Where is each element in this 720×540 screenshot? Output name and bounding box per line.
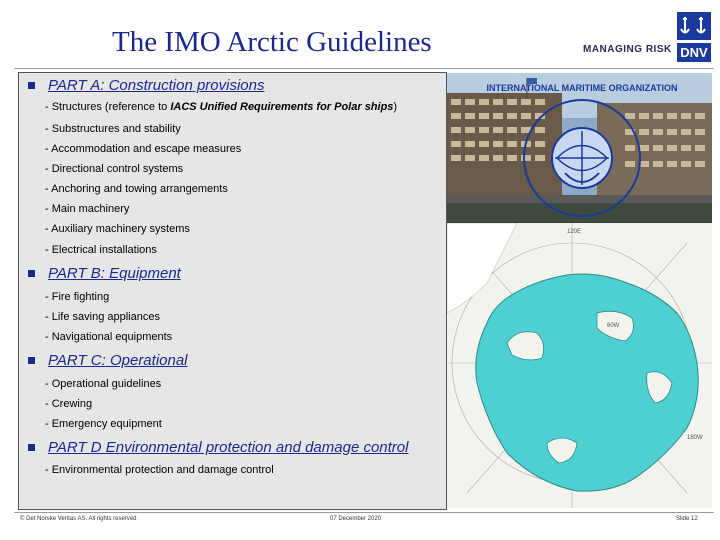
heading-part-d: PART D Environmental protection and damage control (48, 439, 409, 456)
imo-emblem-text: INTERNATIONAL MARITIME ORGANIZATION (486, 83, 678, 93)
list-item: - Environmental protection and damage control (45, 464, 274, 476)
list-item: - Emergency equipment (45, 418, 162, 430)
bullet-icon (28, 270, 35, 277)
footer-divider (14, 512, 714, 513)
list-item: - Anchoring and towing arrangements (45, 183, 228, 195)
list-item: - Fire fighting (45, 291, 110, 303)
arctic-map (447, 223, 712, 508)
list-item: - Crewing (45, 398, 93, 410)
header-divider (14, 68, 714, 69)
list-item: - Structures (reference to IACS Unified Requirements for Polar ships) (45, 101, 398, 113)
map-label: 120E (567, 229, 582, 235)
heading-part-b: PART B: Equipment (48, 265, 181, 282)
imo-building-photo (447, 73, 712, 223)
footer-copyright: © Det Norske Veritas AS. All rights reserved (20, 516, 137, 522)
list-item: - Operational guidelines (45, 378, 162, 390)
bullet-icon (28, 82, 35, 89)
page-title: The IMO Arctic Guidelines (112, 26, 432, 58)
footer-date: 07 December 2020 (330, 516, 382, 522)
list-item: - Main machinery (45, 203, 130, 215)
dnv-logo-text: DNV (680, 45, 708, 60)
list-item: - Auxiliary machinery systems (45, 223, 190, 235)
map-label: 60W (607, 323, 620, 329)
list-item: - Electrical installations (45, 244, 157, 256)
list-item: - Directional control systems (45, 163, 184, 175)
bullet-icon (28, 357, 35, 364)
heading-part-a: PART A: Construction provisions (48, 77, 265, 94)
heading-part-c: PART C: Operational (48, 352, 188, 369)
list-item: - Accommodation and escape measures (45, 143, 242, 155)
footer-slide-number: Slide 12 (676, 516, 698, 522)
brand-tagline: MANAGING RISK (583, 44, 672, 55)
map-label: 180W (687, 435, 703, 441)
dnv-logo (677, 12, 711, 62)
list-item: - Life saving appliances (45, 311, 160, 323)
list-item: - Navigational equipments (45, 331, 173, 343)
list-item: - Substructures and stability (45, 123, 181, 135)
bullet-icon (28, 444, 35, 451)
